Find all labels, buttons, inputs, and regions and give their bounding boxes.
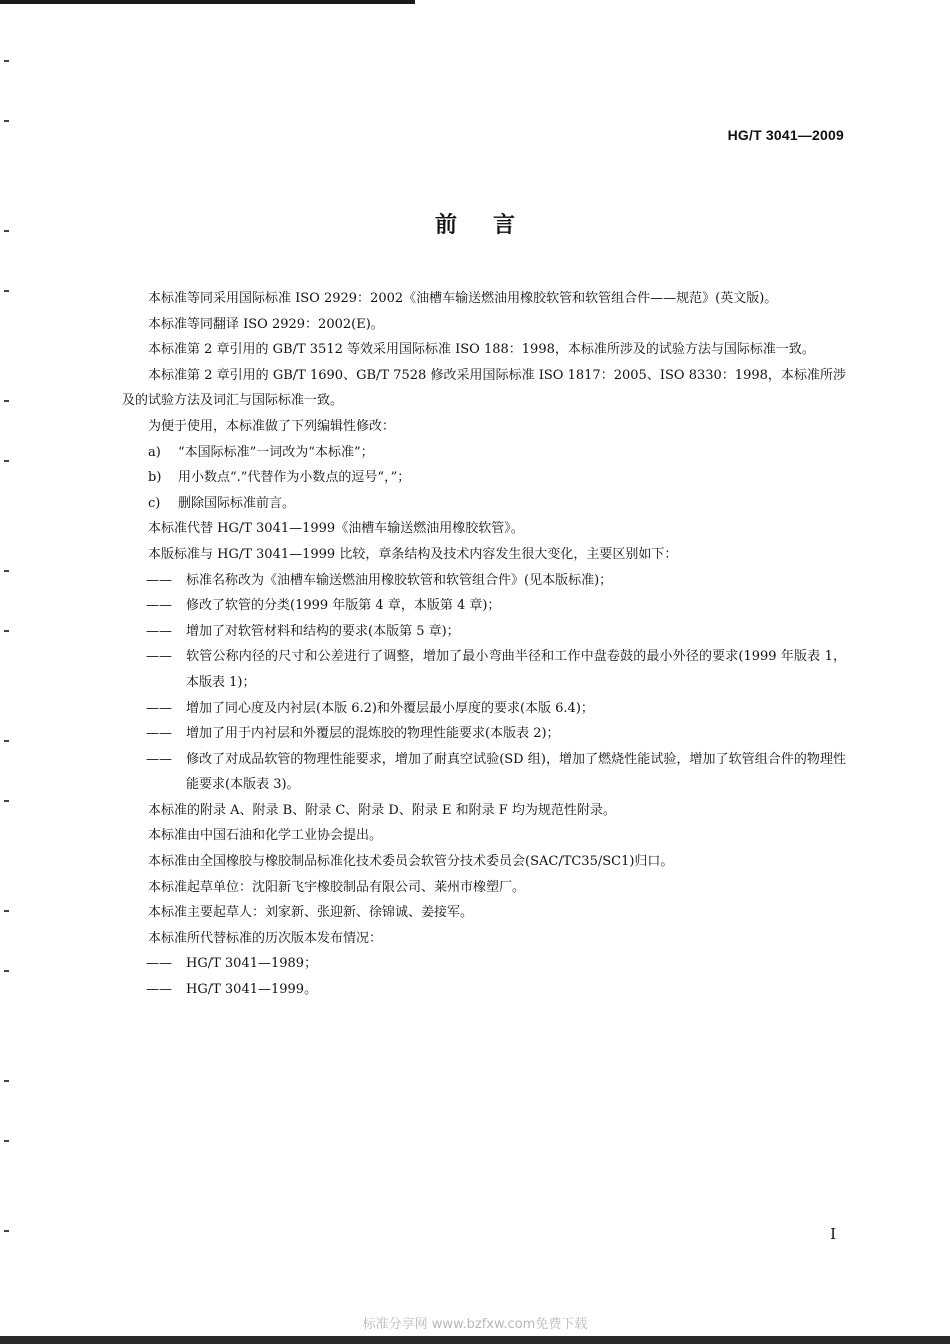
watermark: 标准分享网 www.bzfxw.com免费下载 xyxy=(362,1317,588,1332)
bottom-scan-line xyxy=(0,1336,950,1344)
dash-symbol: —— xyxy=(146,751,172,767)
change-item xyxy=(122,747,846,798)
dash-symbol: —— xyxy=(146,598,172,614)
paragraph: 为便于使用，本标准做了下列编辑性修改： xyxy=(148,418,396,434)
paragraph: 本标准所代替标准的历次版本发布情况： xyxy=(148,930,383,946)
paragraph: 本标准起草单位：沈阳新飞宇橡胶制品有限公司、莱州市橡塑厂。 xyxy=(148,879,526,895)
history-text: HG/T 3041—1989； xyxy=(186,956,318,972)
edit-item xyxy=(122,491,846,517)
change-item xyxy=(122,644,846,695)
change-text: 修改了软管的分类(1999 年版第 4 章，本版第 4 章)； xyxy=(186,598,501,614)
paragraph: 本版标准与 HG/T 3041—1999 比较，章条结构及技术内容发生很大变化，主要区别如下： xyxy=(148,546,678,562)
item-label: a) xyxy=(148,444,161,460)
dash-symbol: —— xyxy=(146,982,172,998)
dash-symbol: —— xyxy=(146,726,172,742)
edit-item xyxy=(122,465,846,491)
item-text: 删除国际标准前言。 xyxy=(178,495,296,511)
dash-symbol: —— xyxy=(146,700,172,716)
item-text: 用小数点“.”代替作为小数点的逗号“，”； xyxy=(178,470,411,486)
change-item xyxy=(122,619,846,645)
history-text: HG/T 3041—1999。 xyxy=(186,982,318,998)
document-code: HG/T 3041—2009 xyxy=(727,127,844,143)
history-item xyxy=(122,977,846,1003)
paragraph: 本标准由全国橡胶与橡胶制品标准化技术委员会软管分技术委员会(SAC/TC35/SC1)归口。 xyxy=(148,854,674,870)
change-text: 软管公称内径的尺寸和公差进行了调整，增加了最小弯曲半径和工作中盘卷鼓的最小外径的要求(1999 年版表 1，本版表 1)； xyxy=(186,649,846,690)
history-item xyxy=(122,951,846,977)
paragraph: 本标准第 2 章引用的 GB/T 1690、GB/T 7528 修改采用国际标准 ISO 1817：2005、ISO 8330：1998，本标准所涉及的试验方法及词汇与国际标准一致。 xyxy=(122,367,846,409)
paragraph: 本标准等同采用国际标准 ISO 2929：2002《油槽车输送燃油用橡胶软管和软管组合件——规范》(英文版)。 xyxy=(148,291,778,306)
dash-symbol: —— xyxy=(146,623,172,639)
change-text: 标准名称改为《油槽车输送燃油用橡胶软管和软管组合件》(见本版标准)； xyxy=(186,572,613,588)
paragraph: 本标准由中国石油和化学工业协会提出。 xyxy=(148,828,383,844)
change-item xyxy=(122,721,846,747)
page-title: 前言 xyxy=(434,212,551,238)
change-text: 增加了用于内衬层和外覆层的混炼胶的物理性能要求(本版表 2)； xyxy=(186,726,560,742)
page-number: I xyxy=(830,1225,836,1243)
paragraph: 本标准的附录 A、附录 B、附录 C、附录 D、附录 E 和附录 F 均为规范性附录。 xyxy=(148,802,616,818)
item-label: b) xyxy=(148,470,162,486)
dash-symbol: —— xyxy=(146,956,172,972)
item-label: c) xyxy=(148,495,161,511)
paragraph: 本标准第 2 章引用的 GB/T 3512 等效采用国际标准 ISO 188：1998，本标准所涉及的试验方法与国际标准一致。 xyxy=(148,342,815,358)
change-item xyxy=(122,593,846,619)
paragraph: 本标准代替 HG/T 3041—1999《油槽车输送燃油用橡胶软管》。 xyxy=(148,521,524,537)
paragraph: 本标准主要起草人：刘家新、张迎新、徐锦诚、姜接军。 xyxy=(148,905,474,921)
dash-symbol: —— xyxy=(146,572,172,588)
change-item xyxy=(122,696,846,722)
change-text: 增加了对软管材料和结构的要求(本版第 5 章)； xyxy=(186,623,460,639)
change-item xyxy=(122,568,846,594)
item-text: “本国际标准”一词改为“本标准”； xyxy=(178,444,374,460)
top-scan-line xyxy=(0,0,415,4)
dash-symbol: —— xyxy=(146,649,172,665)
change-text: 修改了对成品软管的物理性能要求，增加了耐真空试验(SD 组)，增加了燃烧性能试验，增加了软管组合件的物理性能要求(本版表 3)。 xyxy=(186,751,846,793)
change-text: 增加了同心度及内衬层(本版 6.2)和外覆层最小厚度的要求(本版 6.4)； xyxy=(186,700,594,716)
paragraph: 本标准等同翻译 ISO 2929：2002(E)。 xyxy=(148,316,384,332)
foreword-body xyxy=(122,286,846,1003)
edit-item xyxy=(122,440,846,466)
